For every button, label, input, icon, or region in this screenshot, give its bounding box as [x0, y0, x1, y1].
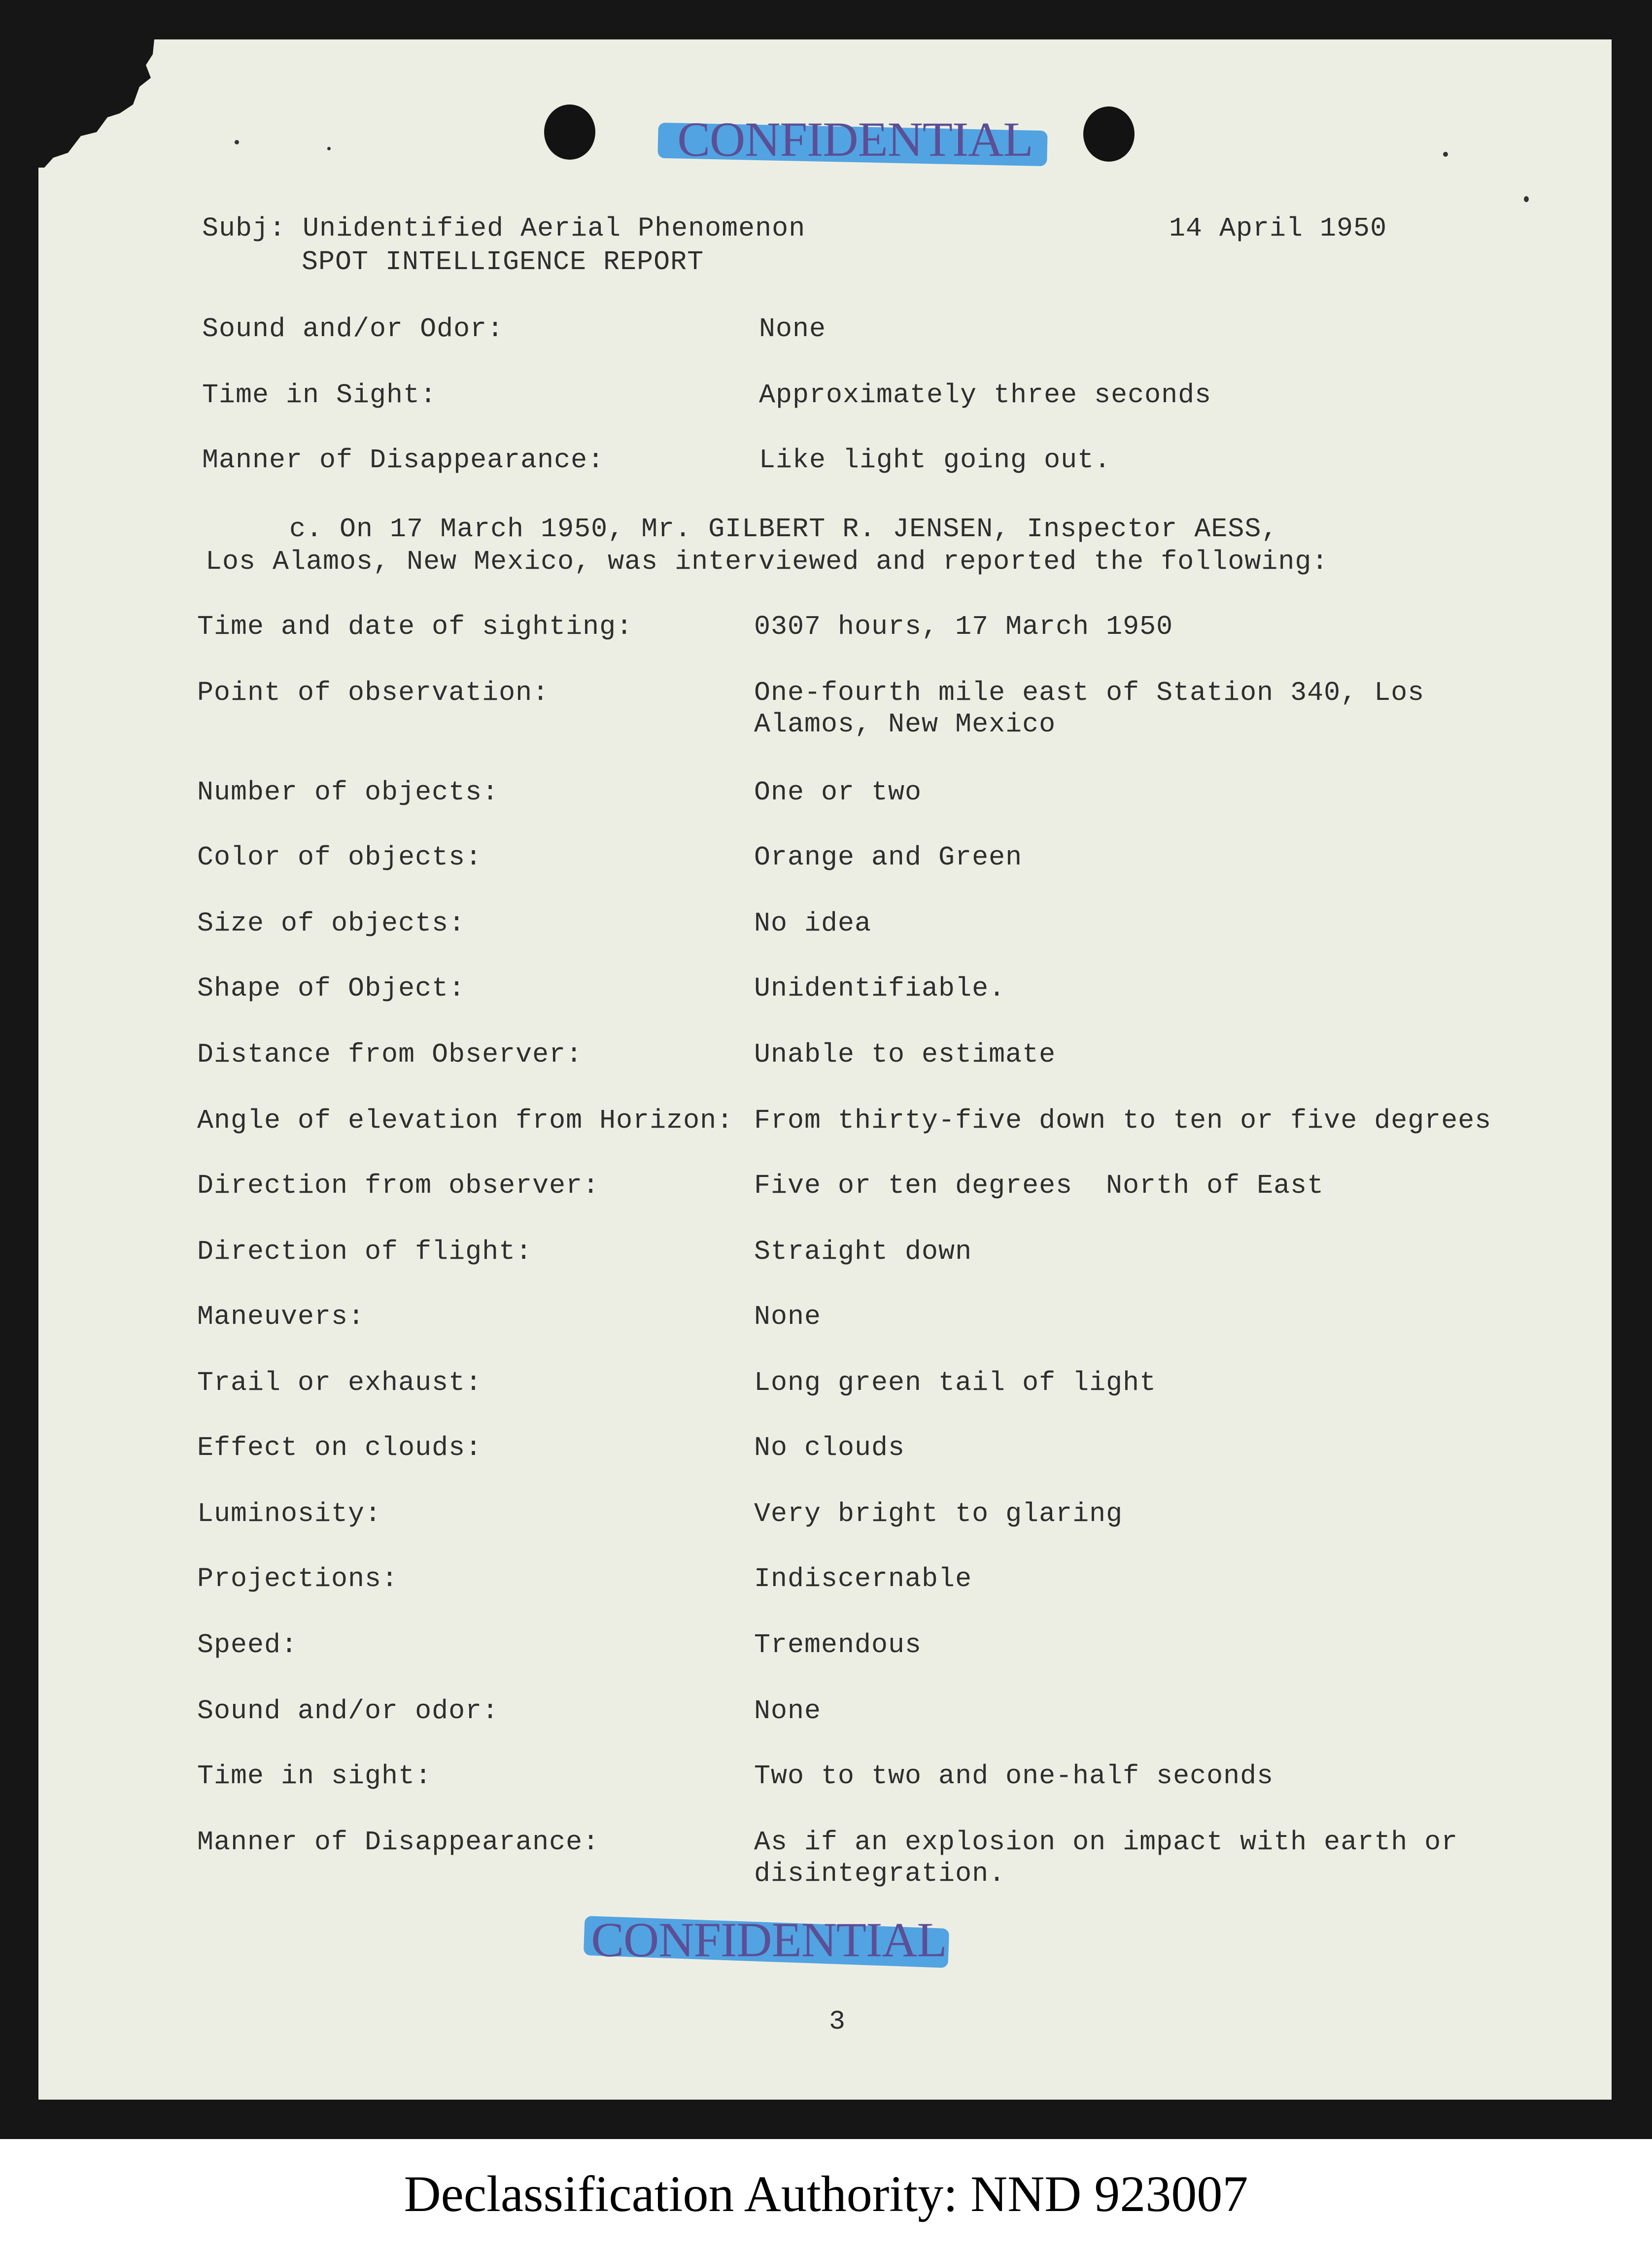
paper-speck — [235, 140, 239, 144]
field-value: None — [754, 1695, 822, 1727]
confidential-stamp-top — [663, 101, 1047, 175]
field-value: Straight down — [754, 1236, 972, 1267]
field-value: As if an explosion on impact with earth or disintegration. — [754, 1827, 1458, 1889]
field-label: Manner of Disappearance: — [202, 445, 605, 476]
field-label: Trail or exhaust: — [197, 1367, 482, 1398]
field-label: Time in Sight: — [202, 380, 437, 411]
field-value: Long green tail of light — [754, 1367, 1157, 1398]
field-label: Time in sight: — [197, 1761, 432, 1792]
torn-corner — [38, 39, 162, 168]
field-label: Size of objects: — [197, 908, 466, 939]
field-value: None — [754, 1301, 822, 1332]
field-label: Maneuvers: — [197, 1301, 365, 1332]
field-value: No clouds — [754, 1432, 905, 1463]
declassification-authority: Declassification Authority: NND 923007 — [404, 2166, 1248, 2222]
field-label: Luminosity: — [197, 1498, 382, 1529]
report-type: SPOT INTELLIGENCE REPORT — [302, 246, 704, 277]
field-value: One or two — [754, 777, 922, 808]
paper-speck — [1524, 196, 1529, 202]
paragraph-c-line2: Los Alamos, New Mexico, was interviewed and reported the following: — [206, 546, 1329, 577]
field-label: Direction of flight: — [197, 1236, 533, 1267]
field-label: Angle of elevation from Horizon: — [197, 1105, 734, 1136]
subject-line: Subj: Unidentified Aerial Phenomenon — [202, 213, 806, 244]
stamp-text: CONFIDENTIAL — [677, 112, 1033, 167]
field-value: One-fourth mile east of Station 340, Los Alamos, New Mexico — [754, 677, 1425, 740]
field-label: Color of objects: — [197, 842, 482, 873]
field-label: Shape of Object: — [197, 973, 466, 1004]
field-label: Distance from Observer: — [197, 1039, 583, 1070]
field-label: Effect on clouds: — [197, 1432, 482, 1463]
field-value: Indiscernable — [754, 1563, 972, 1594]
field-label: Point of observation: — [197, 677, 550, 708]
report-date: 14 April 1950 — [1169, 213, 1387, 244]
footer-bar — [0, 2139, 1652, 2247]
field-value: Like light going out. — [759, 445, 1111, 476]
field-label: Sound and/or Odor: — [202, 313, 504, 345]
field-label: Manner of Disappearance: — [197, 1827, 600, 1858]
field-value: Orange and Green — [754, 842, 1023, 873]
paper-speck — [1443, 152, 1448, 157]
field-value: 0307 hours, 17 March 1950 — [754, 611, 1173, 642]
field-value: Two to two and one-half seconds — [754, 1761, 1274, 1792]
field-label: Projections: — [197, 1563, 399, 1594]
paper-speck — [327, 147, 331, 150]
field-label: Speed: — [197, 1629, 298, 1660]
field-label: Time and date of sighting: — [197, 611, 633, 642]
field-value: Tremendous — [754, 1629, 922, 1660]
punch-hole-right — [1083, 106, 1135, 162]
field-value: Approximately three seconds — [759, 380, 1212, 411]
field-value: None — [759, 313, 826, 345]
confidential-stamp-bottom — [582, 1907, 956, 1981]
paragraph-c-line1: c. On 17 March 1950, Mr. GILBERT R. JENSEN, Inspector AESS, — [206, 514, 1278, 545]
punch-hole-left — [544, 104, 595, 160]
field-value: Unidentifiable. — [754, 973, 1006, 1004]
field-value: No idea — [754, 908, 872, 939]
page-number: 3 — [829, 2006, 846, 2037]
field-value: Unable to estimate — [754, 1039, 1056, 1070]
field-label: Sound and/or odor: — [197, 1695, 499, 1727]
field-value: Five or ten degrees North of East — [754, 1170, 1324, 1201]
field-label: Number of objects: — [197, 777, 499, 808]
field-value: Very bright to glaring — [754, 1498, 1123, 1529]
field-value: From thirty-five down to ten or five degrees — [754, 1105, 1492, 1136]
field-label: Direction from observer: — [197, 1170, 600, 1201]
stamp-text: CONFIDENTIAL — [591, 1912, 947, 1967]
